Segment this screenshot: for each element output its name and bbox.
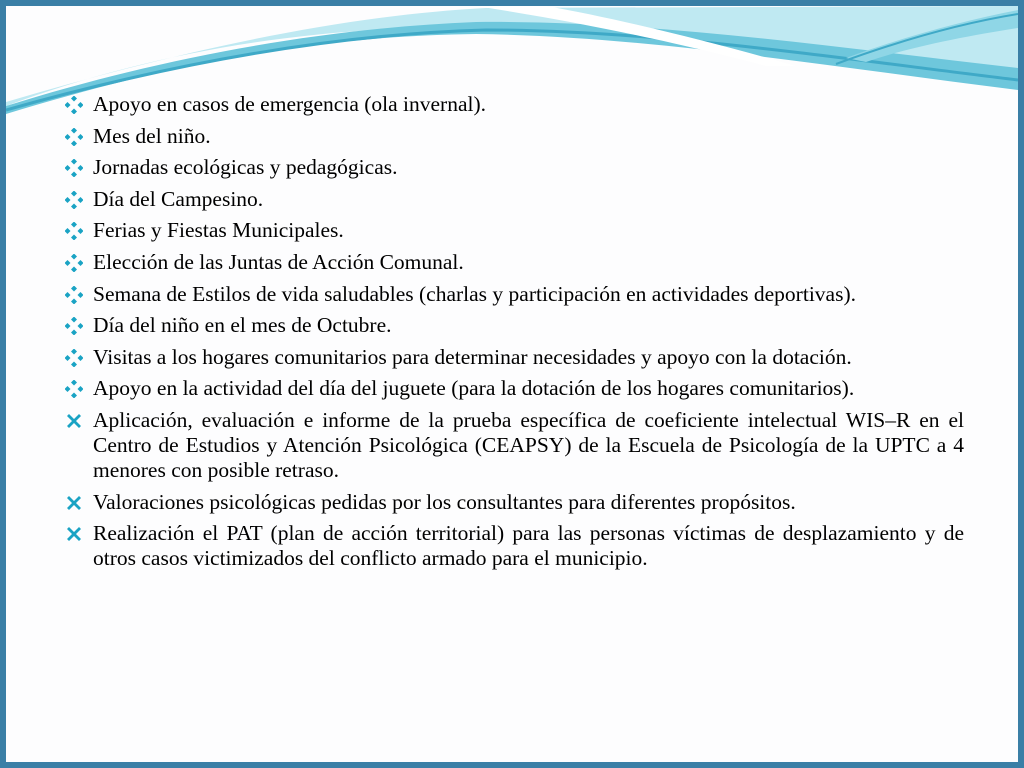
list-item bbox=[64, 282, 964, 307]
cross-icon bbox=[65, 525, 83, 543]
diamond-icon bbox=[65, 128, 83, 146]
diamond-icon bbox=[65, 349, 83, 367]
list-item-text: Elección de las Juntas de Acción Comunal. bbox=[93, 249, 464, 274]
diamond-icon bbox=[65, 317, 83, 335]
diamond-icon bbox=[65, 286, 83, 304]
list-item bbox=[64, 345, 964, 370]
list-item-text: Realización el PAT (plan de acción territorial) para las personas víctimas de desplazamiento y de otros casos victimizados del conflicto armado para el municipio. bbox=[93, 521, 964, 571]
list-item bbox=[64, 250, 964, 275]
diamond-icon bbox=[65, 222, 83, 240]
list-item-text: Día del niño en el mes de Octubre. bbox=[93, 313, 392, 338]
list-item bbox=[64, 521, 964, 571]
list-item-text: Jornadas ecológicas y pedagógicas. bbox=[93, 155, 398, 180]
diamond-icon bbox=[65, 380, 83, 398]
list-item bbox=[64, 155, 964, 180]
list-item bbox=[64, 92, 964, 117]
list-item-text: Apoyo en casos de emergencia (ola invernal). bbox=[93, 92, 487, 116]
diamond-icon bbox=[65, 159, 83, 177]
list-item bbox=[64, 124, 964, 149]
list-item-text: Aplicación, evaluación e informe de la prueba específica de coeficiente intelectual WIS–R en el Centro de Estudios y Atención Psicológica (CEAPSY) de la Escuela de Psicología de la UPTC a 4 menores con posible retraso. bbox=[93, 407, 964, 482]
list-item bbox=[64, 408, 964, 483]
cross-icon bbox=[65, 494, 83, 512]
list-item-text: Semana de Estilos de vida saludables (charlas y participación en actividades deportivas). bbox=[93, 281, 856, 306]
list-item-text: Día del Campesino. bbox=[93, 186, 264, 211]
cross-icon bbox=[65, 412, 83, 430]
diamond-icon bbox=[65, 254, 83, 272]
list-item-text: Ferias y Fiestas Municipales. bbox=[93, 218, 344, 243]
list-item bbox=[64, 490, 964, 515]
bullet-list bbox=[64, 92, 964, 578]
list-item bbox=[64, 313, 964, 338]
list-item bbox=[64, 187, 964, 212]
diamond-icon bbox=[65, 191, 83, 209]
list-item-text: Valoraciones psicológicas pedidas por los consultantes para diferentes propósitos. bbox=[93, 489, 796, 514]
slide-panel bbox=[6, 6, 1018, 762]
list-item-text: Visitas a los hogares comunitarios para determinar necesidades y apoyo con la dotación. bbox=[93, 344, 852, 369]
list-item bbox=[64, 218, 964, 243]
diamond-icon bbox=[65, 96, 83, 114]
list-item-text: Apoyo en la actividad del día del juguete (para la dotación de los hogares comunitarios). bbox=[93, 376, 855, 401]
list-item-text: Mes del niño. bbox=[93, 123, 211, 148]
list-item bbox=[64, 376, 964, 401]
